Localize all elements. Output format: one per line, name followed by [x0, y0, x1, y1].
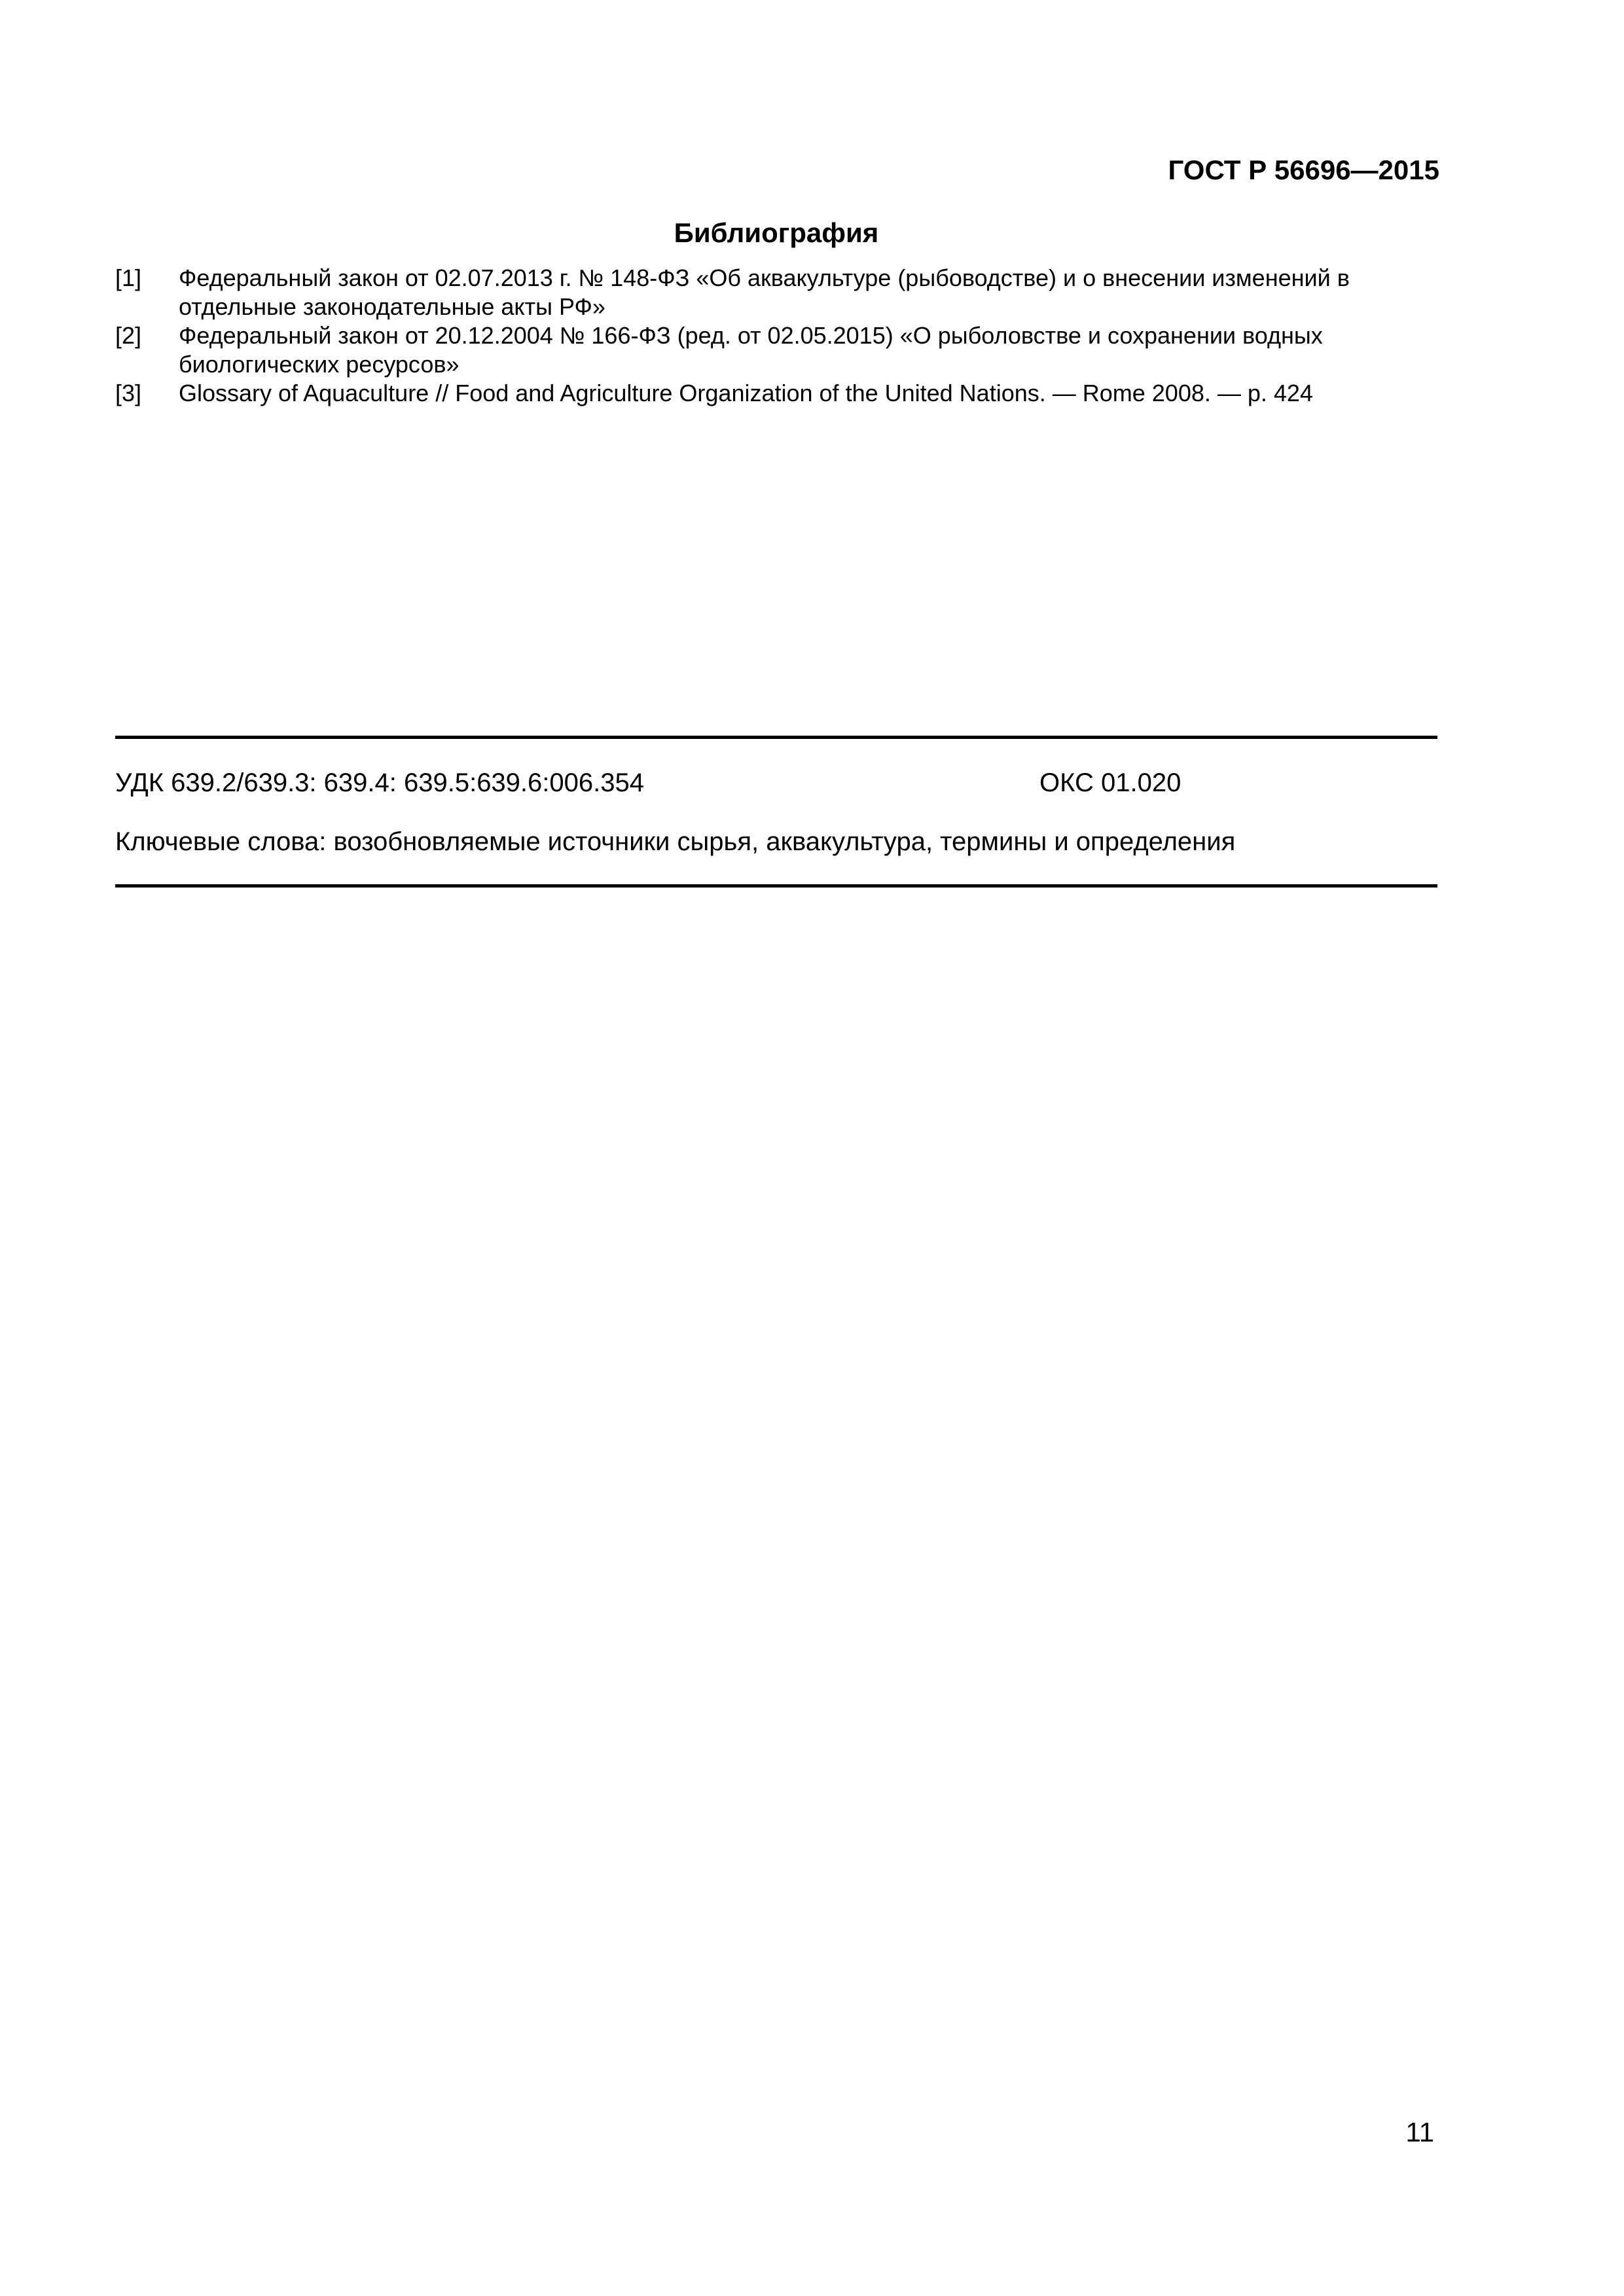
bibliography-item [115, 264, 1437, 321]
standard-code: ГОСТ Р 56696—2015 [1168, 154, 1439, 185]
bibliography-item-number: [3] [115, 380, 142, 406]
divider-top [115, 736, 1437, 739]
bibliography-item-text [179, 379, 1437, 408]
oks-code: ОКС 01.020 [1039, 768, 1182, 797]
bibliography-item [115, 321, 1437, 379]
bibliography-item-number: [2] [115, 322, 142, 349]
bibliography-item-text [179, 321, 1437, 379]
bibliography-item-text-line: Glossary of Aquaculture // Food and Agriculture Organization of the United Nations. — Rome 2008. — p. 424 [179, 380, 1313, 406]
bibliography-item-text-line: Федеральный закон от 20.12.2004 № 166-ФЗ (ред. от 02.05.2015) «О рыболовстве и сохранении водных [179, 322, 1323, 349]
bibliography-title: Библиография [674, 217, 879, 248]
bibliography-list [115, 264, 1437, 408]
bibliography-item-text [179, 264, 1437, 321]
udk-code: УДК 639.2/639.3: 639.4: 639.5:639.6:006.354 [115, 768, 644, 797]
divider-bottom [115, 884, 1437, 888]
page-number: 11 [1405, 2117, 1434, 2147]
bibliography-item-text-line: Федеральный закон от 02.07.2013 г. № 148-ФЗ «Об аквакультуре (рыбоводстве) и о внесении изменений в [179, 264, 1350, 291]
bibliography-item [115, 379, 1437, 408]
bibliography-item-text-line: отдельные законодательные акты РФ» [179, 293, 605, 320]
keywords: Ключевые слова: возобновляемые источники сырья, аквакультура, термины и определения [115, 827, 1236, 856]
bibliography-item-text-line: биологических ресурсов» [179, 351, 460, 378]
bibliography-item-number: [1] [115, 264, 142, 291]
